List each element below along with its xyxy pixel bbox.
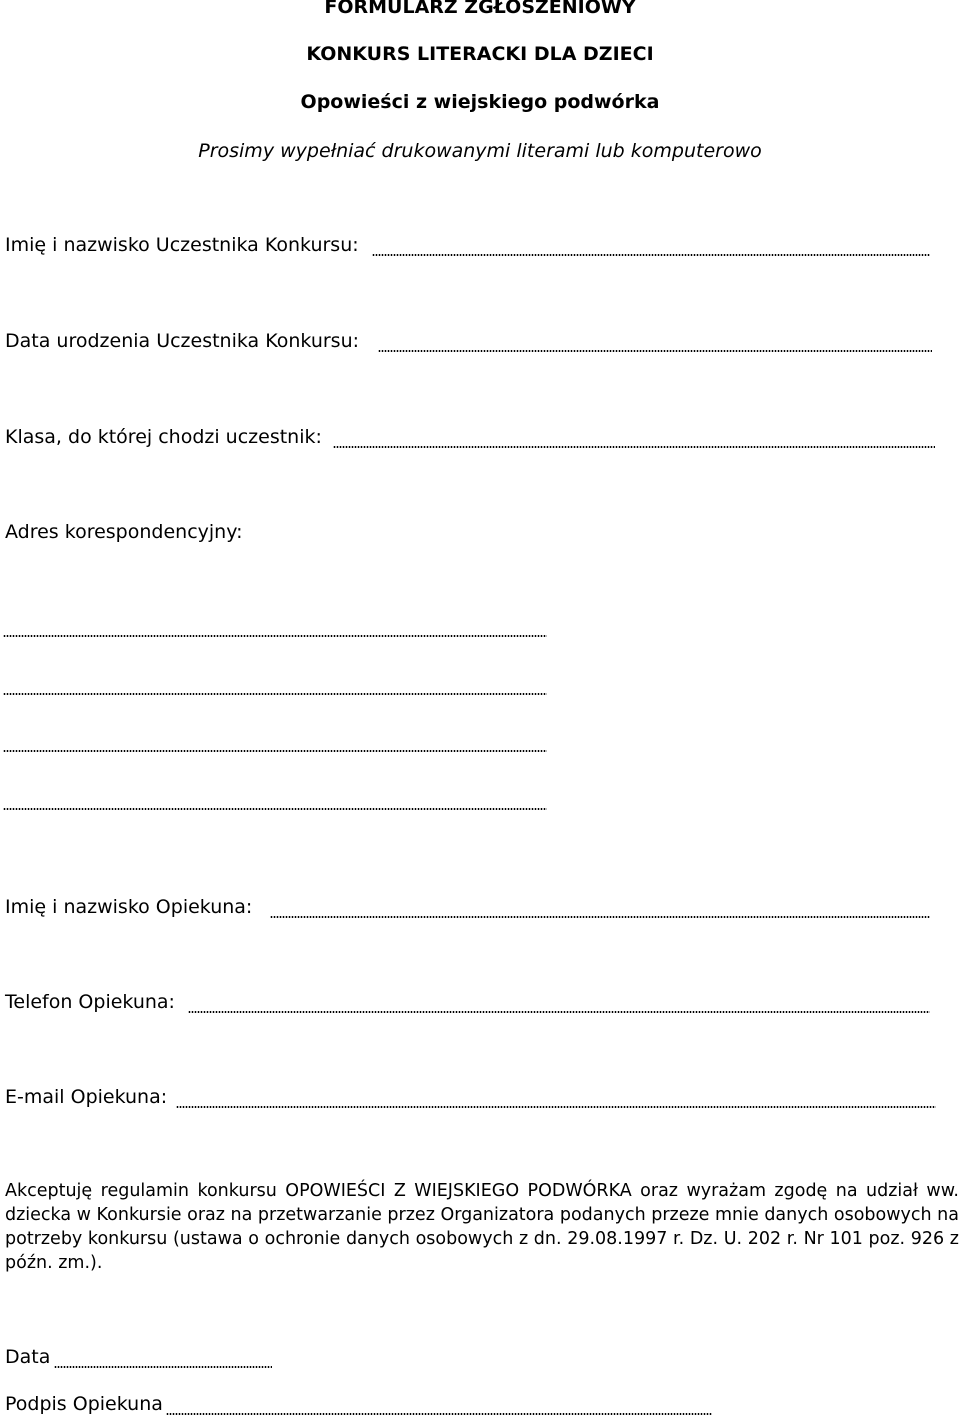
guardian-phone-field[interactable]: [188, 1011, 930, 1013]
fill-instruction: Prosimy wypełniać drukowanymi literami lub komputerowo: [198, 140, 762, 162]
address-line-1[interactable]: [3, 635, 547, 637]
participant-class-label: Klasa, do której chodzi uczestnik:: [5, 426, 322, 448]
participant-birthdate-field[interactable]: [378, 350, 932, 352]
form-subtitle: KONKURS LITERACKI DLA DZIECI: [306, 43, 654, 65]
participant-name-label: Imię i nazwisko Uczestnika Konkursu:: [5, 234, 359, 256]
date-field[interactable]: [54, 1366, 272, 1368]
address-label: Adres korespondencyjny:: [5, 521, 243, 543]
address-line-2[interactable]: [3, 693, 547, 695]
address-line-3[interactable]: [3, 750, 547, 752]
signature-label: Podpis Opiekuna: [5, 1393, 163, 1415]
participant-name-field[interactable]: [372, 254, 930, 256]
guardian-name-field[interactable]: [270, 916, 930, 918]
signature-field[interactable]: [166, 1413, 712, 1415]
guardian-email-field[interactable]: [176, 1106, 936, 1108]
form-title: FORMULARZ ZGŁOSZENIOWY: [324, 0, 636, 18]
guardian-name-label: Imię i nazwisko Opiekuna:: [5, 896, 253, 918]
address-line-4[interactable]: [3, 808, 547, 810]
date-label: Data: [5, 1346, 51, 1368]
participant-birthdate-label: Data urodzenia Uczestnika Konkursu:: [5, 330, 360, 352]
guardian-email-label: E-mail Opiekuna:: [5, 1086, 168, 1108]
contest-name: Opowieści z wiejskiego podwórka: [300, 91, 660, 113]
guardian-phone-label: Telefon Opiekuna:: [5, 991, 175, 1013]
consent-statement: Akceptuję regulamin konkursu OPOWIEŚCI Z WIEJSKIEGO PODWÓRKA oraz wyrażam zgodę na udział ww. dziecka w Konkursie oraz na przetwarzanie przez Organizatora podanych przeze mnie danych osobowych na potrzeby konkursu (ustawa o ochronie danych osobowych z dn. 29.08.1997 r. Dz. U. 202 r. Nr 101 poz. 926 z późn. zm.).: [5, 1181, 959, 1273]
participant-class-field[interactable]: [333, 446, 935, 448]
